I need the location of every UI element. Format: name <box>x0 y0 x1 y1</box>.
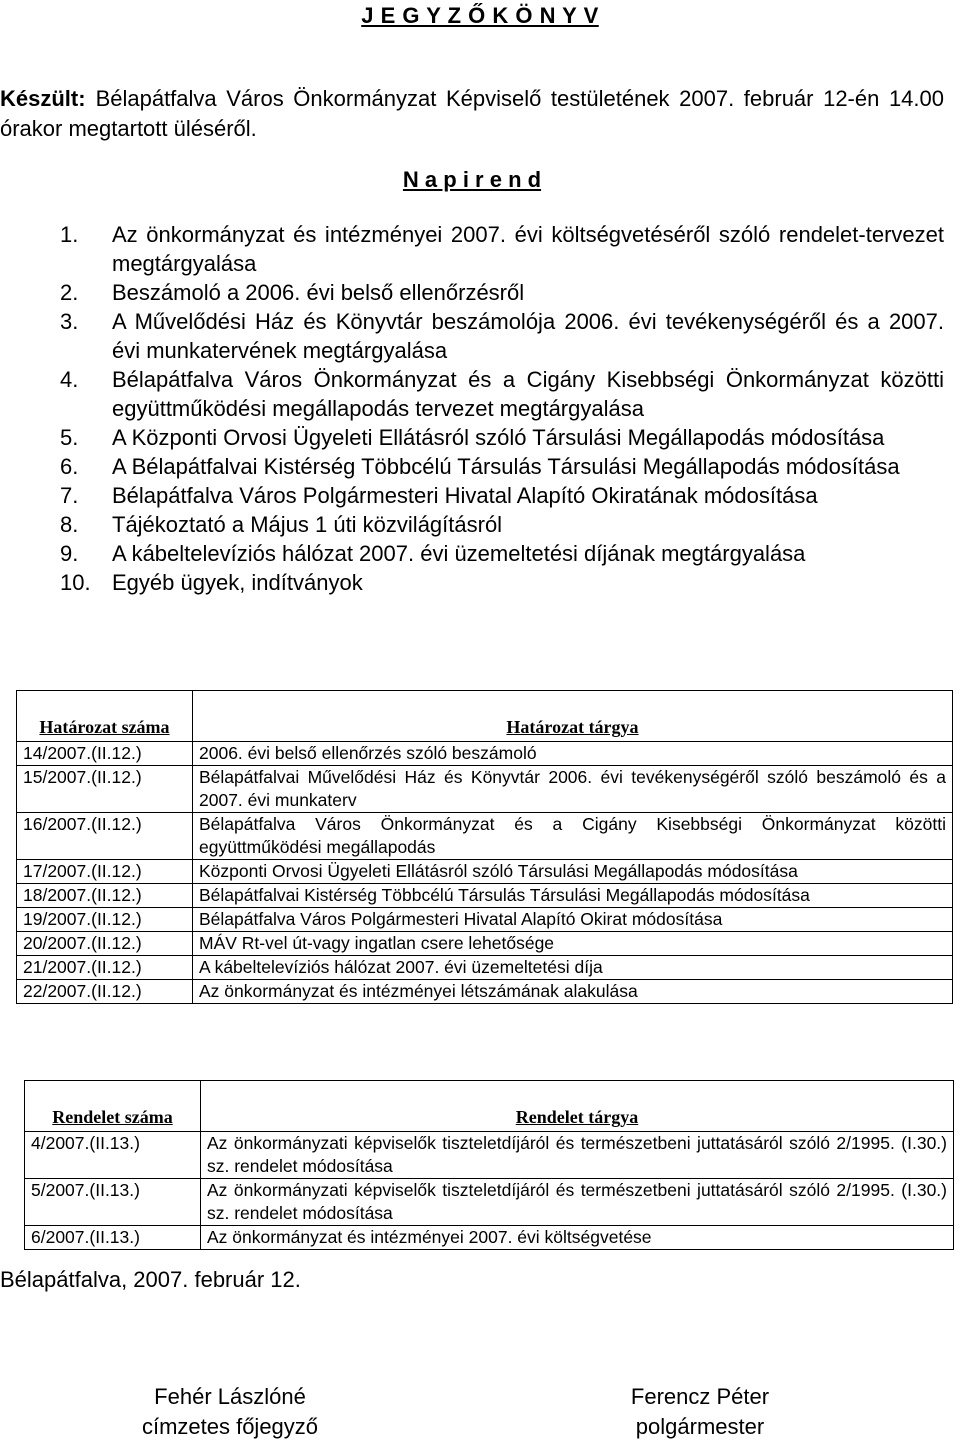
table-row <box>17 932 953 956</box>
agenda-item-number: 8. <box>60 512 79 537</box>
agenda-item-text: Egyéb ügyek, indítványok <box>112 570 363 595</box>
table-row <box>17 813 953 860</box>
table-row <box>17 908 953 932</box>
agenda-item-number: 10. <box>60 570 91 595</box>
table-row <box>25 1132 954 1179</box>
agenda-item-text: A kábeltelevíziós hálózat 2007. évi üzemeltetési díjának megtárgyalása <box>112 541 806 566</box>
keszult-paragraph <box>0 84 944 144</box>
agenda-item-number: 3. <box>60 309 79 334</box>
hatarozat-subject: Bélapátfalvai Művelődési Ház és Könyvtár 2006. évi tevékenységéről szóló beszámoló és a 2007. évi munkaterv <box>193 766 953 813</box>
agenda-item-number: 1. <box>60 222 79 247</box>
rendelet-number: 6/2007.(II.13.) <box>25 1226 201 1250</box>
agenda-item-number: 5. <box>60 425 79 450</box>
table-row <box>25 1179 954 1226</box>
agenda-item-text: A Bélapátfalvai Kistérség Többcélú Társulás Társulási Megállapodás módosítása <box>112 454 900 479</box>
hatarozat-subject: Bélapátfalvai Kistérség Többcélú Társulás Társulási Megállapodás módosítása <box>193 884 953 908</box>
hatarozat-number: 19/2007.(II.12.) <box>17 908 193 932</box>
signature-right-name: Ferencz Péter <box>630 1384 770 1409</box>
hatarozat-number: 20/2007.(II.12.) <box>17 932 193 956</box>
rendelet-subject: Az önkormányzati képviselők tiszteletdíjáról és természetbeni juttatásáról szóló 2/1995. (I.30.) sz. rendelet módosítása <box>201 1179 954 1226</box>
hatarozat-col-subject-header: Határozat tárgya <box>193 691 953 742</box>
hatarozat-subject: Az önkormányzat és intézményei létszámának alakulása <box>193 980 953 1004</box>
hatarozat-col-number-header: Határozat száma <box>17 691 193 742</box>
table-row <box>17 742 953 766</box>
agenda-item-number: 4. <box>60 367 79 392</box>
agenda-item-number: 2. <box>60 280 79 305</box>
hatarozat-number: 21/2007.(II.12.) <box>17 956 193 980</box>
agenda-item <box>60 481 944 510</box>
agenda-item-text: Az önkormányzat és intézményei 2007. évi költségvetéséről szóló rendelet-tervezet megtárgyalása <box>112 222 944 276</box>
hatarozat-number: 16/2007.(II.12.) <box>17 813 193 860</box>
hatarozat-number: 17/2007.(II.12.) <box>17 860 193 884</box>
rendelet-col-subject-header: Rendelet tárgya <box>201 1081 954 1132</box>
agenda-item-number: 9. <box>60 541 79 566</box>
agenda-item-text: Tájékoztató a Május 1 úti közvilágításról <box>112 512 503 537</box>
agenda-item <box>60 452 944 481</box>
hatarozat-number: 15/2007.(II.12.) <box>17 766 193 813</box>
hatarozat-subject: 2006. évi belső ellenőrzés szóló beszámoló <box>193 742 953 766</box>
agenda-item-text: Bélapátfalva Város Önkormányzat és a Cigány Kisebbségi Önkormányzat közötti együttműködési megállapodás tervezet megtárgyalása <box>112 367 944 421</box>
table-row <box>25 1226 954 1250</box>
agenda-item-text: Beszámoló a 2006. évi belső ellenőrzésről <box>112 280 525 305</box>
agenda-list <box>60 220 944 597</box>
agenda-item <box>60 568 944 597</box>
hatarozat-number: 14/2007.(II.12.) <box>17 742 193 766</box>
table-row <box>17 860 953 884</box>
document-title: J E G Y Z Ő K Ö N Y V <box>361 3 599 28</box>
rendelet-number: 4/2007.(II.13.) <box>25 1132 201 1179</box>
hatarozat-subject: Bélapátfalva Város Polgármesteri Hivatal Alapító Okirat módosítása <box>193 908 953 932</box>
table-row <box>17 766 953 813</box>
rendelet-number: 5/2007.(II.13.) <box>25 1179 201 1226</box>
agenda-item <box>60 220 944 278</box>
agenda-item-text: Bélapátfalva Város Polgármesteri Hivatal Alapító Okiratának módosítása <box>112 483 818 508</box>
napirend-heading: N a p i r e n d <box>402 167 542 192</box>
agenda-item <box>60 278 944 307</box>
hatarozat-subject: MÁV Rt-vel út-vagy ingatlan csere lehetősége <box>193 932 953 956</box>
signature-left-role: címzetes főjegyző <box>141 1414 319 1439</box>
table-row <box>17 884 953 908</box>
agenda-item <box>60 423 944 452</box>
hatarozat-subject: A kábeltelevíziós hálózat 2007. évi üzemeltetési díja <box>193 956 953 980</box>
agenda-item-text: A Központi Orvosi Ügyeleti Ellátásról szóló Társulási Megállapodás módosítása <box>112 425 885 450</box>
hatarozat-number: 18/2007.(II.12.) <box>17 884 193 908</box>
agenda-item-number: 6. <box>60 454 79 479</box>
place-date: Bélapátfalva, 2007. február 12. <box>0 1267 301 1292</box>
agenda-item-number: 7. <box>60 483 79 508</box>
hatarozat-table <box>16 690 953 1004</box>
keszult-label: Készült: <box>0 86 86 111</box>
signature-left-name: Fehér Lászlóné <box>154 1384 306 1409</box>
agenda-item <box>60 307 944 365</box>
agenda-item <box>60 510 944 539</box>
hatarozat-subject: Bélapátfalva Város Önkormányzat és a Cigány Kisebbségi Önkormányzat közötti együttműködési megállapodás <box>193 813 953 860</box>
agenda-item <box>60 539 944 568</box>
rendelet-table <box>24 1080 954 1250</box>
rendelet-subject: Az önkormányzati képviselők tiszteletdíjáról és természetbeni juttatásáról szóló 2/1995. (I.30.) sz. rendelet módosítása <box>201 1132 954 1179</box>
hatarozat-number: 22/2007.(II.12.) <box>17 980 193 1004</box>
agenda-item <box>60 365 944 423</box>
rendelet-subject: Az önkormányzat és intézményei 2007. évi költségvetése <box>201 1226 954 1250</box>
table-row <box>17 956 953 980</box>
signature-right-role: polgármester <box>635 1414 765 1439</box>
table-row <box>17 980 953 1004</box>
keszult-text: Bélapátfalva Város Önkormányzat Képviselő testületének 2007. február 12-én 14.00 órakor megtartott üléséről. <box>0 86 944 141</box>
signature-left <box>120 1382 340 1442</box>
rendelet-col-number-header: Rendelet száma <box>25 1081 201 1132</box>
signature-right <box>600 1382 800 1442</box>
hatarozat-subject: Központi Orvosi Ügyeleti Ellátásról szóló Társulási Megállapodás módosítása <box>193 860 953 884</box>
agenda-item-text: A Művelődési Ház és Könyvtár beszámolója 2006. évi tevékenységéről és a 2007. évi munkatervének megtárgyalása <box>112 309 944 363</box>
